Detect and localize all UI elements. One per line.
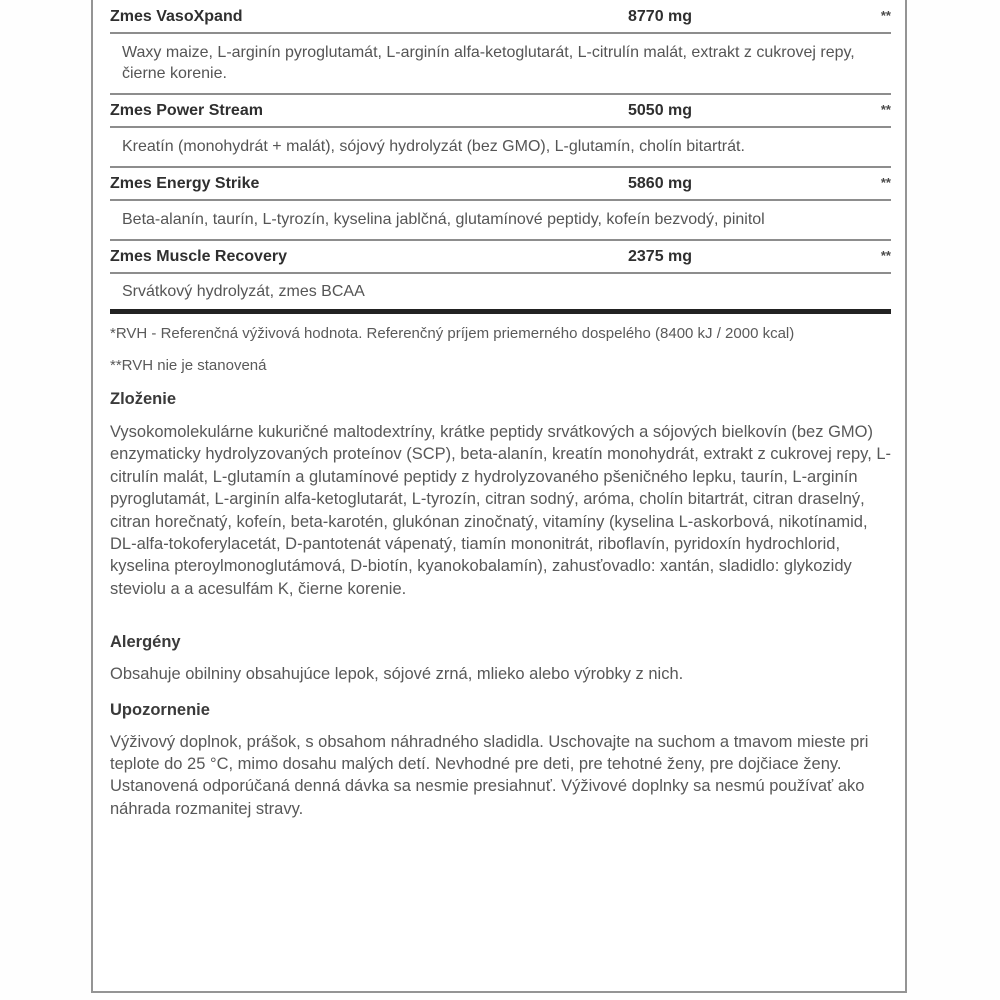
blend-name: Zmes VasoXpand	[110, 8, 243, 25]
blend-amount: 2375 mg	[628, 248, 693, 265]
section-body: Vysokomolekulárne kukuričné maltodextríny, krátke peptidy srvátkových a sójových bielkovín (bez GMO) enzymaticky hydrolyzovaných proteínov (SCP), beta-alanín, kreatín monohydrát, extrakt z cukrovej repy, L-citrulín malát, L-glutamín a glutamínové peptidy z hydrolyzovaného pšeničného lepku, taurín, L-arginín pyroglutamát, L-arginín alfa-ketoglutarát, L-tyrozín, citran sodný, aróma, cholín bitartrát, citran draselný, citran horečnatý, kofeín, beta-karotén, glukónan zinočnatý, vitamíny (kyselina L-askorbová, nikotínamid, DL-alfa-tokoferylacetát, D-pantotenát vápenatý, tiamín mononitrát, riboflavín, pyridoxín hydrochlorid, kyselina pteroylmonoglutámová, D-biotín, kyanokobalamín), zahusťovadlo: xantán, sladidlo: glykozidy steviolu a a acesulfám K, čierne korenie.	[110, 423, 892, 598]
rvh-asterisks: **	[880, 102, 891, 117]
blend-ingredients: Srvátkový hydrolyzát, zmes BCAA	[110, 274, 891, 314]
section-body: Výživový doplnok, prášok, s obsahom náhradného sladidla. Uschovajte na suchom a tmavom mieste pri teplote do 25 °C, mimo dosahu malých detí. Nevhodné pre deti, pre tehotné ženy, pre dojčiace ženy. Ustanovená odporúčaná denná dávka sa nesmie presiahnuť. Výživové doplnky sa nesmú používať ako náhrada rozmanitej stravy.	[110, 732, 869, 818]
nutrition-table	[110, 1, 891, 314]
rvh-asterisks: **	[880, 8, 891, 23]
blend-ingredients: Beta-alanín, taurín, L-tyrozín, kyselina jablčná, glutamínové peptidy, kofeín bezvodý, pinitol	[110, 201, 891, 241]
section-allergens	[110, 632, 891, 685]
table-row	[110, 168, 891, 201]
blend-name: Zmes Power Stream	[110, 102, 263, 119]
blend-ingredients: Waxy maize, L-arginín pyroglutamát, L-arginín alfa-ketoglutarát, L-citrulín malát, extrakt z cukrovej repy, čierne korenie.	[110, 34, 891, 95]
blend-amount: 8770 mg	[628, 8, 693, 25]
table-row	[110, 95, 891, 128]
blend-amount: 5860 mg	[628, 175, 693, 192]
footnote-rvh-definition: *RVH - Referenčná výživová hodnota. Referenčný príjem priemerného dospelého (8400 kJ / 2000 kcal)	[110, 325, 795, 342]
rvh-asterisks: **	[880, 175, 891, 190]
blend-name: Zmes Muscle Recovery	[110, 248, 287, 265]
blend-amount: 5050 mg	[628, 102, 693, 119]
table-row	[110, 241, 891, 274]
section-warning	[110, 700, 891, 821]
table-row	[110, 1, 891, 34]
section-heading: Upozornenie	[110, 700, 210, 719]
blend-name: Zmes Energy Strike	[110, 175, 260, 192]
blend-ingredients: Kreatín (monohydrát + malát), sójový hydrolyzát (bez GMO), L-glutamín, cholín bitartrát.	[110, 128, 891, 168]
supplement-facts-box	[91, 0, 907, 993]
rvh-asterisks: **	[880, 248, 891, 263]
footnote-rvh-not-set: **RVH nie je stanovená	[110, 357, 267, 374]
section-composition	[110, 389, 891, 600]
section-heading: Alergény	[110, 633, 181, 652]
section-body: Obsahuje obilniny obsahujúce lepok, sójové zrná, mlieko alebo výrobky z nich.	[110, 665, 684, 684]
section-heading: Zloženie	[110, 390, 177, 408]
